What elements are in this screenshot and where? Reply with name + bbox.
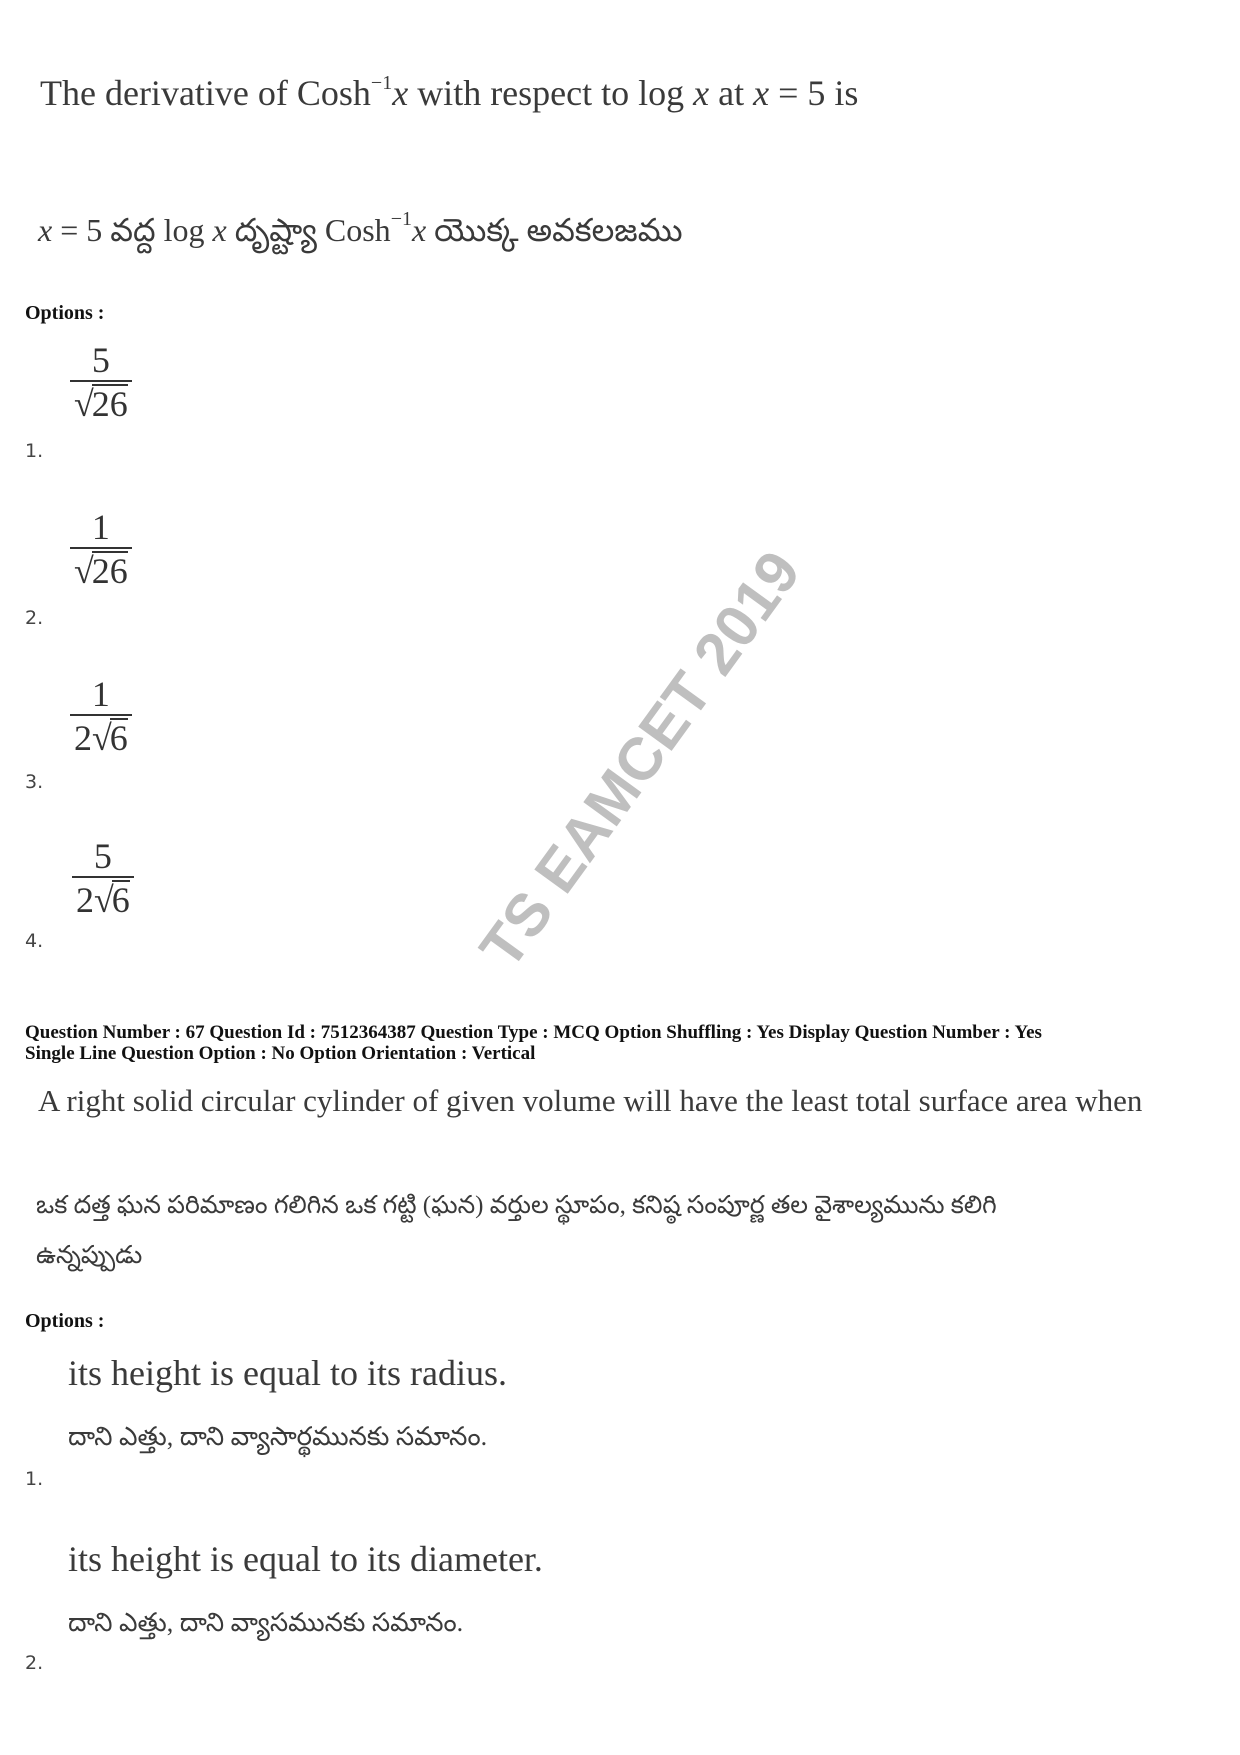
question-67-meta-line-1: Question Number : 67 Question Id : 7512364387 Question Type : MCQ Option Shuffling : Yes Display Question Number : Yes <box>25 1022 1042 1043</box>
q67-option-2-number: 2. <box>25 1652 44 1674</box>
q67-option-1-number: 1. <box>25 1468 44 1490</box>
question-66-stem-te: x = 5 వద్ద log x దృష్ట్యా Cosh$^{-1}$x యొక్క అవకలజము <box>38 208 683 248</box>
question-67-stem-en: A right solid circular cylinder of given volume will have the least total surface area when <box>38 1083 1143 1118</box>
q67-option-1-te[interactable]: దాని ఎత్తు, దాని వ్యాసార్థమునకు సమానం. <box>68 1422 488 1451</box>
watermark: TS EAMCET 2019 <box>466 538 814 981</box>
option-4-number: 4. <box>25 930 44 952</box>
option-1-number: 1. <box>25 440 44 462</box>
question-66-stem-en: The derivative of Cosh$^{-1}$x with respect to log x at x = 5 is <box>40 72 859 113</box>
option-1-fraction[interactable]: 5 √26 <box>70 340 132 426</box>
option-2-number: 2. <box>25 607 44 629</box>
q67-option-2-te[interactable]: దాని ఎత్తు, దాని వ్యాసమునకు సమానం. <box>68 1608 464 1637</box>
question-67-stem-te-line-2: ఉన్నప్పుడు <box>36 1242 143 1269</box>
option-4-fraction[interactable]: 5 2√6 <box>72 836 134 922</box>
option-2-fraction[interactable]: 1 √26 <box>70 507 132 593</box>
q67-option-1-en[interactable]: its height is equal to its radius. <box>68 1353 507 1393</box>
option-3-fraction[interactable]: 1 2√6 <box>70 674 132 760</box>
options-label-q67: Options : <box>25 1310 105 1332</box>
question-67-stem-te-line-1: ఒక దత్త ఘన పరిమాణం గలిగిన ఒక గట్టి (ఘన) వర్తుల స్థూపం, కనిష్ఠ సంపూర్ణ తల వైశాల్యమును కలిగి <box>36 1192 997 1219</box>
question-67-meta-line-2: Single Line Question Option : No Option Orientation : Vertical <box>25 1043 536 1064</box>
options-label: Options : <box>25 302 105 324</box>
q67-option-2-en[interactable]: its height is equal to its diameter. <box>68 1539 543 1579</box>
option-3-number: 3. <box>25 771 44 793</box>
